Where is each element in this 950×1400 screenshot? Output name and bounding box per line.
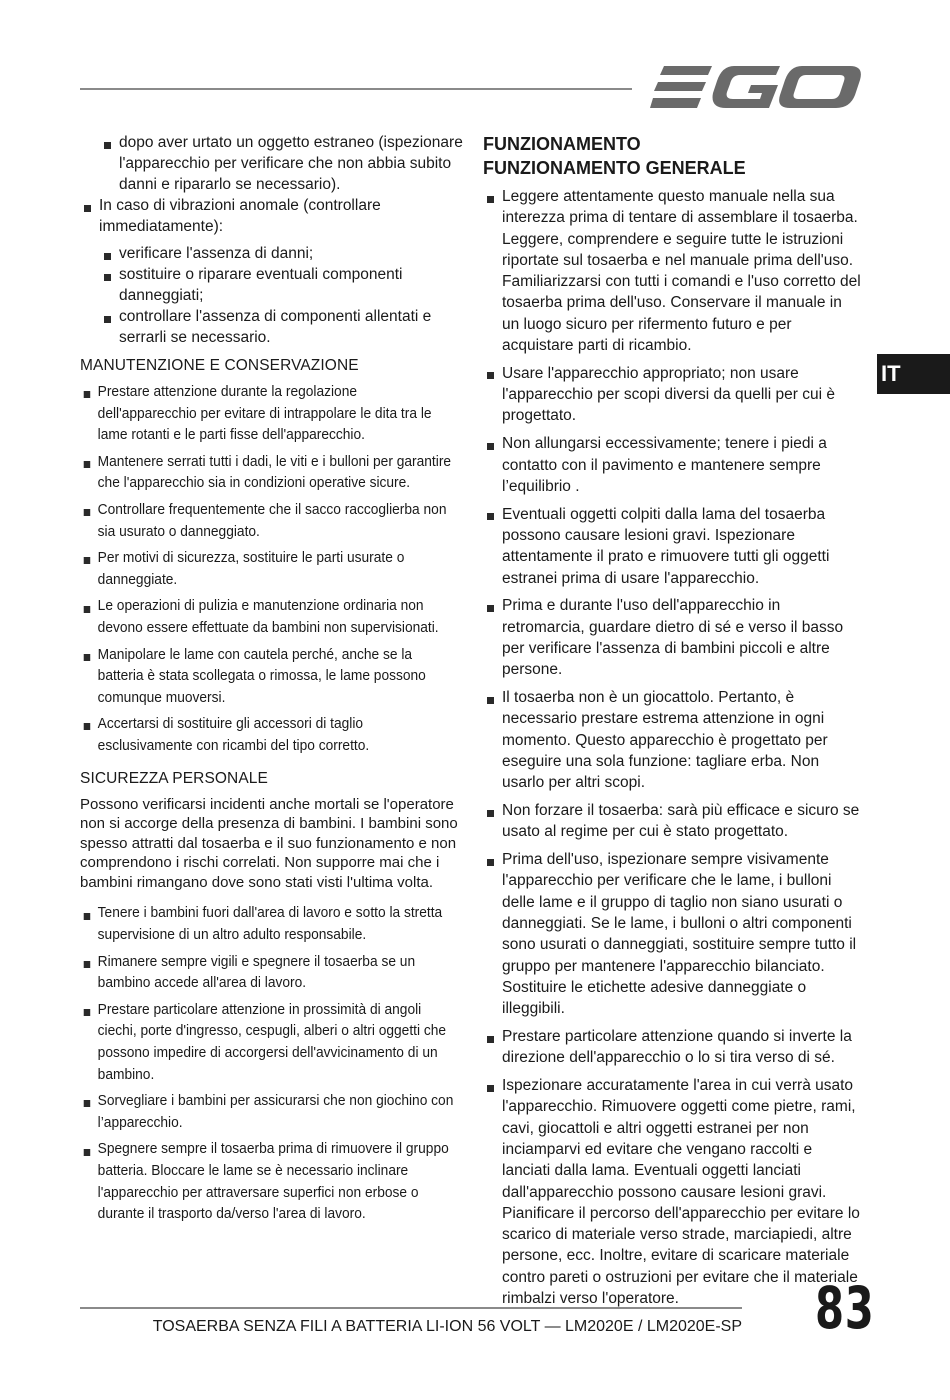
- list-item: Leggere attentamente questo manuale nella sua interezza prima di tentare di assemblare il tosaerba. Leggere, comprendere e seguire tutte le istruzioni riportate sul tosaerba e nel manuale prima dell'uso. Familiarizzarsi con tutti i comandi e l'uso corretto del tosaerba prima dell'uso. Conservare il manuale in un luogo sicuro per rifermento futuro e per acquistare parti di ricambio.: [483, 186, 863, 356]
- list-item: Prestare particolare attenzione in prossimità di angoli ciechi, porte d'ingresso, cespugli, alberi o altri oggetti che possono impedire di accorgersi dell'avvicinamento di un bambino.: [80, 1000, 457, 1086]
- language-tab: IT: [877, 354, 950, 394]
- list-item: Prima e durante l'uso dell'apparecchio in retromarcia, guardare dietro di sé e verso il basso per verificare l'assenza di bambini piccoli e altre persone.: [483, 595, 863, 680]
- personal-safety-list: [80, 903, 457, 1225]
- list-item: Le operazioni di pulizia e manutenzione ordinaria non devono essere effettuate da bambini non supervisionati.: [80, 596, 457, 639]
- list-item: Ispezionare accuratamente l'area in cui verrà usato l'apparecchio. Rimuovere oggetti come pietre, rami, cavi, giocattoli e altri oggetti estranei per non inciamparvi ed evitare che vengano raccolti e lanciati dalla lama. Eventuali oggetti lanciati dall'apparecchio possono causare lesioni gravi. Pianificare il percorso dell'apparecchio per evitare lo scarico di materiale verso strade, marciapiedi, altre persone, ecc. Inoltre, evitare di scaricare materiale contro pareti o ostruzioni per evitare che il materiale rimbalzi verso l'operatore.: [483, 1075, 863, 1309]
- list-item: Spegnere sempre il tosaerba prima di rimuovere il gruppo batteria. Bloccare le lame se è necessario inclinare l'apparecchio per attraversare superfici non erbose o durante il trasporto da/verso l'area di lavoro.: [80, 1139, 457, 1225]
- list-item: Controllare frequentemente che il sacco raccoglierba non sia usurato o danneggiato.: [80, 500, 457, 543]
- personal-safety-heading: SICUREZZA PERSONALE: [80, 769, 268, 787]
- list-item: Non forzare il tosaerba: sarà più efficace e sicuro se usato al regime per cui è stato progettato.: [483, 800, 863, 843]
- left-column: [80, 132, 465, 1231]
- list-item: Il tosaerba non è un giocattolo. Pertanto, è necessario prestare estrema attenzione in ogni momento. Questo apparecchio è progettato per eseguire una sola funzione: tagliare erba. Non usarlo per altri scopi.: [483, 687, 863, 793]
- list-item: verificare l'assenza di danni;: [100, 243, 465, 264]
- list-item: sostituire o riparare eventuali componenti danneggiati;: [100, 264, 465, 306]
- list-item: dopo aver urtato un oggetto estraneo (ispezionare l'apparecchio per verificare che non abbia subito danni e ripararlo se necessario).: [100, 132, 465, 195]
- list-item: Usare l'apparecchio appropriato; non usare l'apparecchio per scopi diversi da quelli per cui è progettato.: [483, 363, 863, 427]
- ego-logo: [650, 62, 862, 114]
- operation-list: [483, 186, 863, 1309]
- maintenance-list: [80, 382, 457, 758]
- operation-title: FUNZIONAMENTO: [483, 134, 641, 154]
- list-item: In caso di vibrazioni anomale (controllare immediatamente):: [80, 195, 465, 237]
- header-rule: [80, 88, 632, 90]
- personal-safety-paragraph: Possono verificarsi incidenti anche mortali se l'operatore non si accorge della presenza di bambini. I bambini sono spesso attratti dal tosaerba e il suo funzionamento e non comprendono i rischi correlati. Non supporre mai che i bambini rimangano dove sono stati visti l'ultima volta.: [80, 795, 458, 891]
- list-item: Tenere i bambini fuori dall'area di lavoro e sotto la stretta supervisione di un altro adulto responsabile.: [80, 903, 457, 946]
- list-item: Eventuali oggetti colpiti dalla lama del tosaerba possono causare lesioni gravi. Ispezionare attentamente il prato e rimuovere tutti gli oggetti estranei prima di usare l'apparecchio.: [483, 504, 863, 589]
- list-item: controllare l'assenza di componenti allentati e serrarli se necessario.: [100, 306, 465, 348]
- footer-title: TOSAERBA SENZA FILI A BATTERIA LI-ION 56 VOLT — LM2020E / LM2020E-SP: [152, 1318, 742, 1335]
- general-operation-title: FUNZIONAMENTO GENERALE: [483, 158, 746, 178]
- operation-heading: [483, 132, 863, 180]
- list-item: Rimanere sempre vigili e spegnere il tosaerba se un bambino accede all'area di lavoro.: [80, 952, 457, 995]
- page-number: 83: [815, 1274, 875, 1342]
- list-item: Prima dell'uso, ispezionare sempre visivamente l'apparecchio per verificare che le lame, i bulloni delle lame e il gruppo di taglio non siano usurati o danneggiati. Se le lame, i bulloni o altri componenti sono usurati o danneggiati, sostituire sempre tutto il gruppo per mantenere l'apparecchio bilanciato. Sostituire le etichette adesive danneggiate o illeggibili.: [483, 849, 863, 1019]
- footer-rule: [80, 1307, 742, 1309]
- list-item: Sorvegliare i bambini per assicurarsi che non giochino con l’apparecchio.: [80, 1091, 457, 1134]
- list-item: Accertarsi di sostituire gli accessori di taglio esclusivamente con ricambi del tipo corretto.: [80, 714, 457, 757]
- list-item: Mantenere serrati tutti i dadi, le viti e i bulloni per garantire che l'apparecchio sia in condizioni operative sicure.: [80, 452, 457, 495]
- list-item: Per motivi di sicurezza, sostituire le parti usurate o danneggiate.: [80, 548, 457, 591]
- list-item: Non allungarsi eccessivamente; tenere i piedi a contatto con il pavimento e mantenere sempre l’equilibrio .: [483, 433, 863, 497]
- list-item: Prestare attenzione durante la regolazione dell'apparecchio per evitare di intrappolare le dita tra le lame rotanti e le parti fisse dell'apparecchio.: [80, 382, 457, 447]
- list-item: Manipolare le lame con cautela perché, anche se la batteria è stata scollegata o rimossa, le lame possono comunque muoversi.: [80, 645, 457, 710]
- maintenance-heading: MANUTENZIONE E CONSERVAZIONE: [80, 357, 359, 374]
- right-column: [483, 132, 863, 1316]
- intro-list: [80, 132, 465, 348]
- list-item: Prestare particolare attenzione quando si inverte la direzione dell'apparecchio o lo si tira verso di sé.: [483, 1026, 863, 1069]
